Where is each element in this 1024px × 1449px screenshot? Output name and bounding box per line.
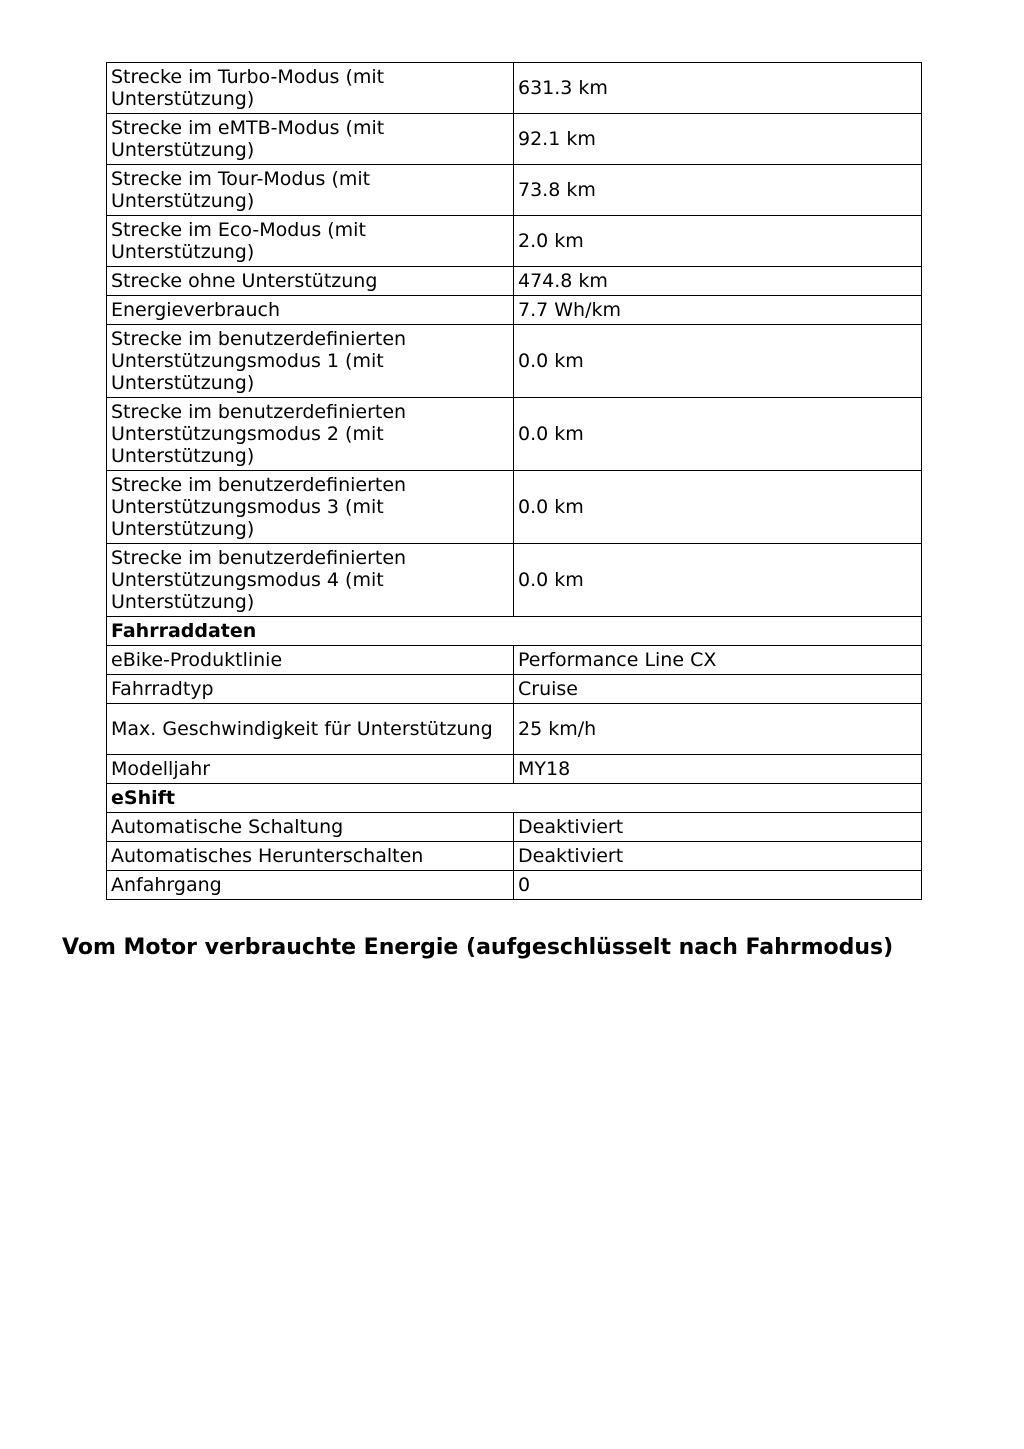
section-header-row	[107, 784, 922, 813]
table-row	[107, 267, 922, 296]
row-value: MY18	[514, 755, 922, 784]
table-row	[107, 296, 922, 325]
row-value: 73.8 km	[514, 165, 922, 216]
row-value: Performance Line CX	[514, 646, 922, 675]
table-row	[107, 646, 922, 675]
row-value: 92.1 km	[514, 114, 922, 165]
ride-statistics-table	[106, 62, 922, 900]
row-label: Strecke ohne Unterstützung	[107, 267, 514, 296]
motor-energy-heading: Vom Motor verbrauchte Energie (aufgeschlüsselt nach Fahrmodus)	[62, 935, 894, 960]
table-row	[107, 471, 922, 544]
table-row	[107, 544, 922, 617]
section-header-eshift: eShift	[107, 784, 922, 813]
table-row	[107, 398, 922, 471]
row-value: 25 km/h	[514, 704, 922, 755]
row-label: Strecke im benutzerdefinierten Unterstützungsmodus 4 (mit Unterstützung)	[107, 544, 514, 617]
row-label: Strecke im Eco-Modus (mit Unterstützung)	[107, 216, 514, 267]
row-label: Strecke im benutzerdefinierten Unterstützungsmodus 1 (mit Unterstützung)	[107, 325, 514, 398]
row-value: Deaktiviert	[514, 813, 922, 842]
table-row	[107, 842, 922, 871]
row-label: Energieverbrauch	[107, 296, 514, 325]
table-row	[107, 813, 922, 842]
table-row	[107, 165, 922, 216]
row-value: 631.3 km	[514, 63, 922, 114]
row-label: Modelljahr	[107, 755, 514, 784]
row-label: Strecke im Turbo-Modus (mit Unterstützung)	[107, 63, 514, 114]
row-value: 0.0 km	[514, 398, 922, 471]
row-label: Fahrradtyp	[107, 675, 514, 704]
row-value: 0.0 km	[514, 471, 922, 544]
table-row	[107, 704, 922, 755]
row-label: eBike-Produktlinie	[107, 646, 514, 675]
table-row	[107, 871, 922, 900]
row-value: 7.7 Wh/km	[514, 296, 922, 325]
table-row	[107, 216, 922, 267]
section-header-row	[107, 617, 922, 646]
row-value: 0.0 km	[514, 325, 922, 398]
row-label: Strecke im Tour-Modus (mit Unterstützung)	[107, 165, 514, 216]
row-value: 474.8 km	[514, 267, 922, 296]
row-label: Anfahrgang	[107, 871, 514, 900]
row-label: Automatisches Herunterschalten	[107, 842, 514, 871]
table-row	[107, 63, 922, 114]
row-value: 0	[514, 871, 922, 900]
row-value: 2.0 km	[514, 216, 922, 267]
row-value: Deaktiviert	[514, 842, 922, 871]
row-value: Cruise	[514, 675, 922, 704]
table-row	[107, 325, 922, 398]
row-label: Automatische Schaltung	[107, 813, 514, 842]
table-row	[107, 114, 922, 165]
row-value: 0.0 km	[514, 544, 922, 617]
row-label: Strecke im benutzerdefinierten Unterstützungsmodus 3 (mit Unterstützung)	[107, 471, 514, 544]
table-row	[107, 755, 922, 784]
row-label: Max. Geschwindigkeit für Unterstützung	[107, 704, 514, 755]
table-row	[107, 675, 922, 704]
section-header-bike-data: Fahrraddaten	[107, 617, 922, 646]
row-label: Strecke im benutzerdefinierten Unterstützungsmodus 2 (mit Unterstützung)	[107, 398, 514, 471]
row-label: Strecke im eMTB-Modus (mit Unterstützung)	[107, 114, 514, 165]
